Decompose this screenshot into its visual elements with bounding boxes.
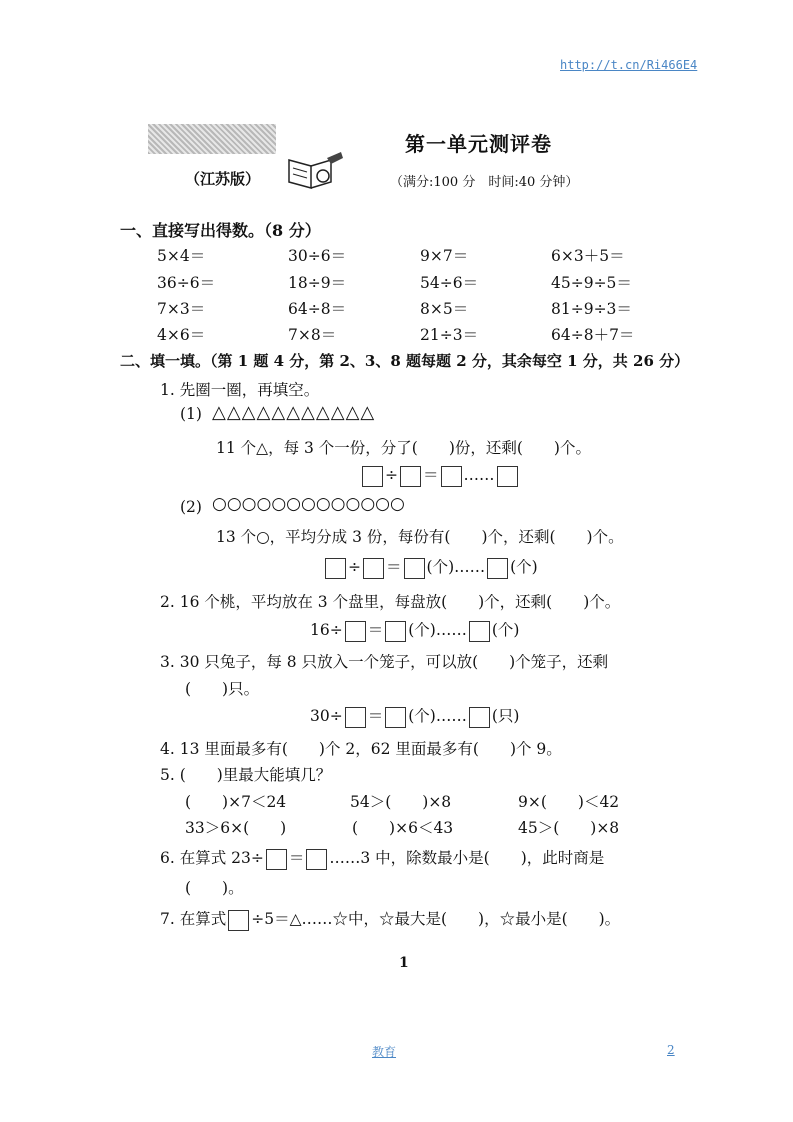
answer-box[interactable] [441, 466, 462, 487]
section1-heading: 一、直接写出得数。（8 分） [120, 221, 321, 240]
unit: (个) [491, 621, 520, 639]
unit: (只) [491, 707, 520, 725]
answer-box[interactable] [306, 849, 327, 870]
calc-item: 8×5＝ [420, 300, 469, 318]
q1-2-equation [323, 555, 538, 579]
answer-box[interactable] [363, 558, 384, 579]
answer-box[interactable] [487, 558, 508, 579]
answer-box[interactable] [325, 558, 346, 579]
logo-image [148, 124, 276, 154]
calc-item: 9×7＝ [420, 247, 469, 265]
operator: ＝ [288, 849, 305, 867]
triangle-shapes: △△△△△△△△△△△ [212, 402, 376, 423]
answer-box[interactable] [345, 621, 366, 642]
operator: ＝ [367, 707, 384, 725]
question-7 [160, 907, 620, 931]
answer-box[interactable] [228, 910, 249, 931]
q1-2-label: (2) [180, 498, 202, 516]
question-1: 1. 先圈一圈，再填空。 [160, 381, 320, 399]
q3-equation [310, 704, 519, 728]
operator: ＝ [367, 621, 384, 639]
calc-item: 6×3＋5＝ [551, 247, 625, 265]
q1-1-text: 11 个△，每 3 个一份，分了( )份，还剩( )个。 [216, 439, 591, 457]
unit: (个) [510, 558, 538, 576]
calc-item: 7×8＝ [288, 326, 337, 344]
q6-text: ……3 中，除数最小是( )，此时商是 [329, 849, 605, 867]
calc-item: 5×4＝ [157, 247, 206, 265]
score-time-info: （满分:100 分 时间:40 分钟） [390, 175, 579, 190]
answer-box[interactable] [266, 849, 287, 870]
page-number: 1 [399, 955, 409, 971]
q6-text: 6. 在算式 23÷ [160, 849, 264, 867]
book-illustration-icon [285, 150, 345, 190]
operator: ＝ [423, 466, 439, 484]
answer-box[interactable] [469, 621, 490, 642]
answer-box[interactable] [385, 621, 406, 642]
q5-item: 33＞6×( ) [185, 819, 287, 837]
calc-item: 4×6＝ [157, 326, 206, 344]
footer-link[interactable]: 教育 [372, 1045, 397, 1059]
q2-equation [310, 618, 519, 642]
calc-item: 18÷9＝ [288, 274, 347, 292]
answer-box[interactable] [385, 707, 406, 728]
answer-box[interactable] [404, 558, 425, 579]
q1-2-text: 13 个○，平均分成 3 份，每份有( )个，还剩( )个。 [216, 528, 624, 546]
operator: (个)…… [426, 558, 486, 576]
operator: ÷ [385, 466, 398, 484]
calc-item: 64÷8＝ [288, 300, 347, 318]
question-3: 3. 30 只兔子，每 8 只放入一个笼子，可以放( )个笼子，还剩 [160, 653, 609, 671]
operator: …… [463, 466, 495, 484]
calc-item: 54÷6＝ [420, 274, 479, 292]
edition-label: （江苏版） [185, 170, 261, 188]
question-6-cont: ( )。 [185, 879, 244, 897]
q5-item: 9×( )＜42 [518, 793, 620, 811]
operator: ＝ [386, 558, 402, 576]
question-3-cont: ( )只。 [185, 680, 260, 698]
calc-item: 21÷3＝ [420, 326, 479, 344]
q7-text: 7. 在算式 [160, 910, 227, 928]
answer-box[interactable] [400, 466, 421, 487]
calc-item: 64÷8＋7＝ [551, 326, 635, 344]
calc-item: 81÷9÷3＝ [551, 300, 632, 318]
question-6 [160, 846, 604, 870]
question-5: 5. ( )里最大能填几？ [160, 766, 332, 784]
question-4: 4. 13 里面最多有( )个 2，62 里面最多有( )个 9。 [160, 740, 562, 758]
page-title: 第一单元测评卷 [405, 132, 552, 156]
answer-box[interactable] [497, 466, 518, 487]
circle-shapes: ○○○○○○○○○○○○○ [212, 494, 405, 514]
footer-sheet-number[interactable]: 2 [667, 1043, 675, 1057]
calc-item: 7×3＝ [157, 300, 206, 318]
operator: 16÷ [310, 621, 343, 639]
q5-item: 45＞( )×8 [518, 819, 620, 837]
section2-heading: 二、填一填。（第 1 题 4 分，第 2、3、8 题每题 2 分，其余每空 1 分，共 26 分） [120, 352, 690, 370]
answer-box[interactable] [362, 466, 383, 487]
q1-1-label: (1) [180, 405, 202, 423]
operator: ÷ [348, 558, 361, 576]
calc-item: 36÷6＝ [157, 274, 216, 292]
q7-text: ÷5＝△……☆中，☆最大是( )，☆最小是( )。 [251, 910, 621, 928]
q5-item: ( )×7＜24 [185, 793, 287, 811]
q5-item: 54＞( )×8 [350, 793, 452, 811]
calc-item: 45÷9÷5＝ [551, 274, 632, 292]
q1-1-equation [360, 463, 520, 487]
answer-box[interactable] [345, 707, 366, 728]
calc-item: 30÷6＝ [288, 247, 347, 265]
operator: (个)…… [408, 707, 467, 725]
source-url[interactable]: http://t.cn/Ri466E4 [560, 58, 698, 72]
operator: 30÷ [310, 707, 343, 725]
operator: (个)…… [408, 621, 467, 639]
answer-box[interactable] [469, 707, 490, 728]
question-2: 2. 16 个桃，平均放在 3 个盘里，每盘放( )个，还剩( )个。 [160, 593, 621, 611]
q5-item: ( )×6＜43 [352, 819, 454, 837]
